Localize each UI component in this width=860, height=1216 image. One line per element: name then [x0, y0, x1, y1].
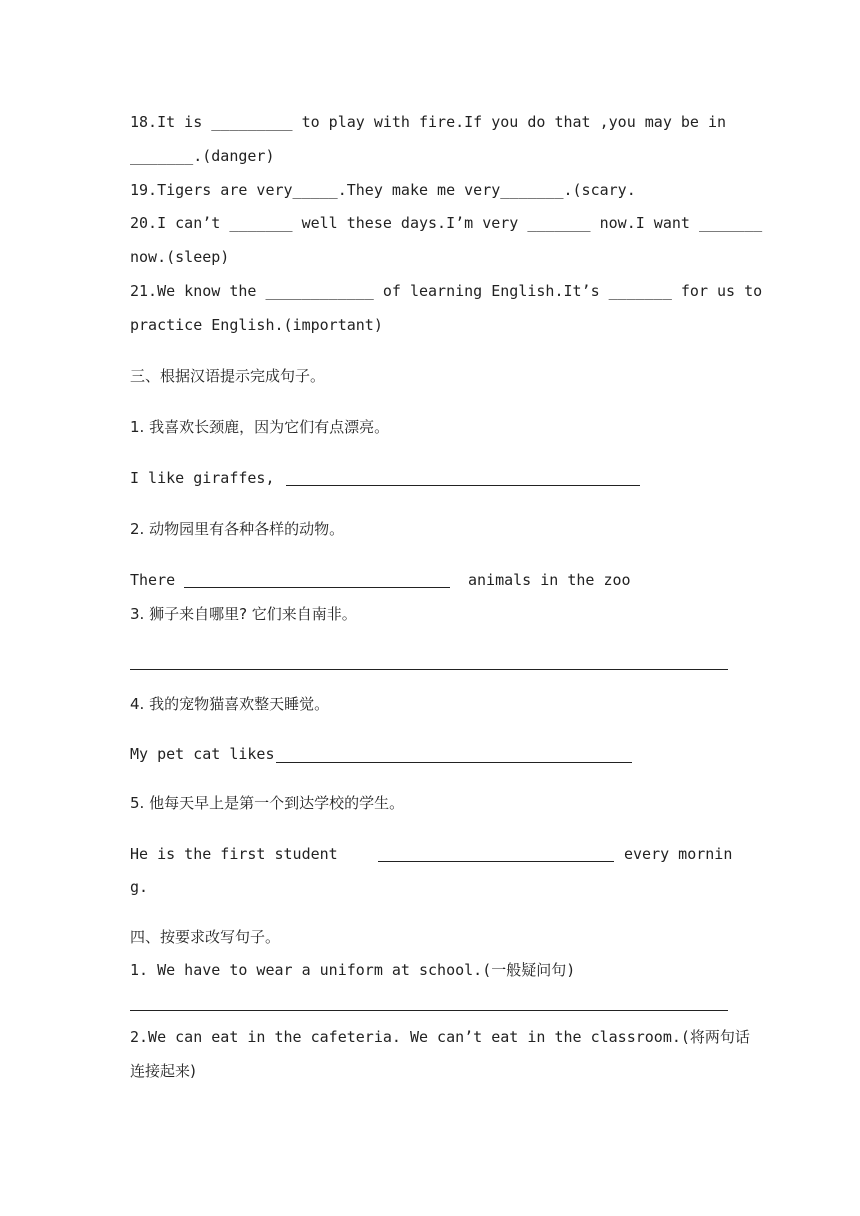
s3-item-1-english-start: I like giraffes,: [130, 469, 275, 487]
s3-item-4-english-start: My pet cat likes: [130, 745, 275, 763]
section-3-heading: 三、根据汉语提示完成句子。: [130, 367, 326, 385]
section-4-heading: 四、按要求改写句子。: [130, 928, 281, 946]
question-18-line-2: _______.(danger): [130, 147, 275, 165]
question-21-line-2: practice English.(important): [130, 316, 383, 334]
s3-item-2-answer-line[interactable]: [184, 587, 450, 588]
s3-item-4-answer-line[interactable]: [276, 762, 632, 763]
question-21-line-1: 21.We know the ____________ of learning English.It’s _______ for us to: [130, 282, 763, 300]
question-19: 19.Tigers are very_____.They make me very_______.(scary.: [130, 181, 636, 199]
s3-item-1-answer-line[interactable]: [286, 485, 640, 486]
s3-item-3-answer-line[interactable]: [130, 669, 728, 670]
question-20-line-2: now.(sleep): [130, 248, 230, 266]
s3-item-5-english-wrap: g.: [130, 878, 149, 896]
s3-item-5-answer-line[interactable]: [378, 861, 614, 862]
s3-item-3-chinese: 3. 狮子来自哪里? 它们来自南非。: [130, 605, 357, 623]
s3-item-2-english-start: There: [130, 571, 176, 589]
s3-item-4-chinese: 4. 我的宠物猫喜欢整天睡觉。: [130, 695, 330, 713]
s4-question-2-line-2: 连接起来): [130, 1062, 196, 1080]
question-20-line-1: 20.I can’t _______ well these days.I’m very _______ now.I want _______: [130, 214, 763, 232]
s3-item-2-english-end: animals in the zoo: [468, 571, 631, 589]
s3-item-2-chinese: 2. 动物园里有各种各样的动物。: [130, 520, 345, 538]
s3-item-5-english-start: He is the first student: [130, 845, 338, 863]
s3-item-5-chinese: 5. 他每天早上是第一个到达学校的学生。: [130, 794, 405, 812]
s4-question-1-answer-line[interactable]: [130, 1010, 728, 1011]
s3-item-1-chinese: 1. 我喜欢长颈鹿，因为它们有点漂亮。: [130, 418, 390, 436]
question-18-line-1: 18.It is _________ to play with fire.If you do that ,you may be in: [130, 113, 727, 131]
s3-item-5-english-end: every mornin: [624, 845, 733, 863]
s4-question-1: 1. We have to wear a uniform at school.(一般疑问句): [130, 961, 576, 979]
s4-question-2-line-1: 2.We can eat in the cafeteria. We can’t eat in the classroom.(将两句话: [130, 1028, 750, 1046]
